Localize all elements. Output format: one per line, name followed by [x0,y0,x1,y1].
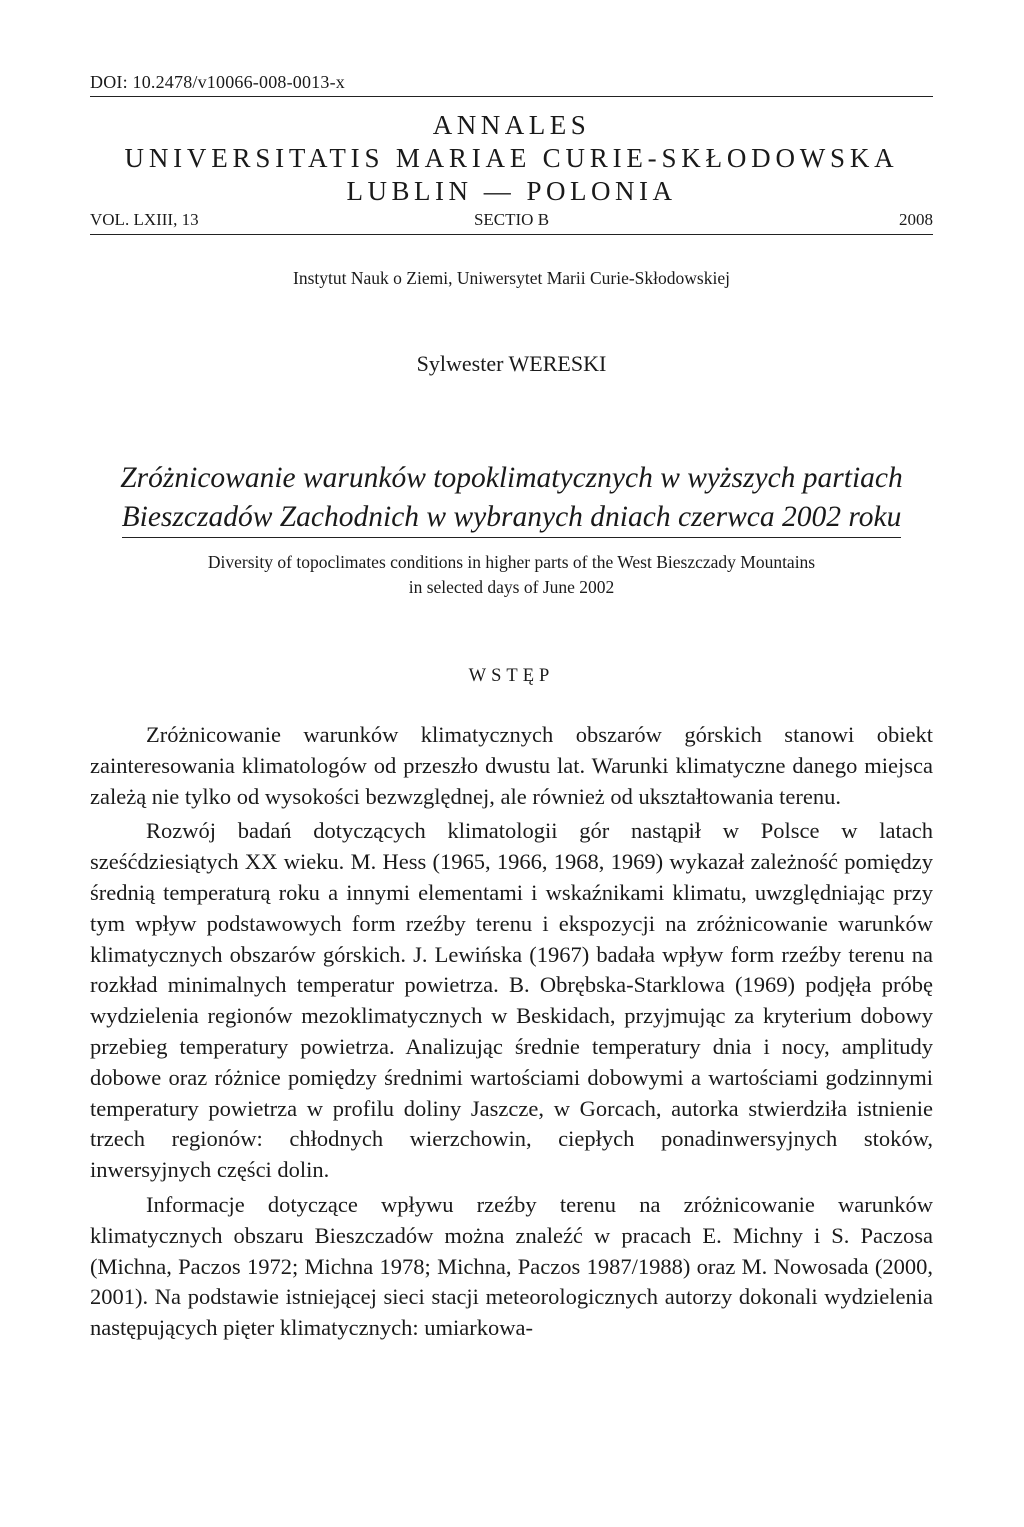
author-name: Sylwester WERESKI [416,351,607,376]
body-text [90,720,933,1344]
volume-label: VOL. LXIII, 13 [90,210,199,229]
paragraph: Informacje dotyczące wpływu rzeźby terenu na zróżnicowanie warunków klimatycznych obszaru Bieszczadów można znaleźć w pracach E. Michny i S. Paczosa (Michna, Paczos 1972; Michna 1978; Michna, Paczos 1987/1988) oraz M. Nowosada (2000, 2001). Na podstawie istniejącej sieci stacji meteorologicznych autorzy dokonali wydzielenia następujących pięter klimatycznych: umiarkowa- [90,1191,933,1341]
journal-name-line2: UNIVERSITATIS MARIAE CURIE-SKŁODOWSKA [124,143,899,173]
paragraph: Rozwój badań dotyczących klimatologii gór nastąpił w Polsce w latach sześćdziesiątych XX wieku. M. Hess (1965, 1966, 1968, 1969) wykazał zależność pomiędzy średnią temperaturą roku a innymi elementami i wskaźnikami klimatu, uwzględniając przy tym wpływ podstawowych form rzeźby terenu i ekspozycji na zróżnicowanie warunków klimatycznych obszarów górskich. J. Lewińska (1967) badała wpływ form rzeźby terenu na rozkład minimalnych temperatur powietrza. B. Obrębska-Starklowa (1969) podjęła próbę wydzielenia regionów mezoklimatycznych w Beskidach, przyjmując za kryterium dobowy przebieg temperatury powietrza. Analizując średnie temperatury dnia i nocy, amplitudy dobowe oraz różnice pomiędzy średnimi wartościami dobowymi a wartościami godzinnymi temperatury powietrza w profilu doliny Jaszcze, w Gorcach, autorka stwierdziła istnienie trzech regionów: chłodnych wierzchowin, ciepłych ponadinwersyjnych stoków, inwersyjnych części dolin. [90,818,933,1183]
journal-masthead [90,109,933,208]
volume-row [90,210,933,235]
title-pl-line2: Bieszczadów Zachodnich w wybranych dniach czerwca 2002 roku [122,498,902,538]
article-title-polish [90,459,933,538]
section-heading: WSTĘP [468,666,555,686]
year-label: 2008 [899,210,933,229]
title-en-line1: Diversity of topoclimates conditions in higher parts of the West Bieszczady Mountains [207,552,816,572]
title-pl-line1: Zróżnicowanie warunków topoklimatycznych w wyższych partiach [120,462,903,494]
article-title-english [90,550,933,600]
journal-name-line3: LUBLIN — POLONIA [346,176,677,206]
journal-page [90,72,933,1344]
paragraph: Zróżnicowanie warunków klimatycznych obszarów górskich stanowi obiekt zainteresowania klimatologów od przeszło dwustu lat. Warunki klimatyczne danego miejsca zależą nie tylko od wysokości bezwzględnej, ale również od ukształtowania terenu. [90,722,933,809]
journal-name-line1: ANNALES [432,110,591,140]
institute-affiliation: Instytut Nauk o Ziemi, Uniwersytet Marii Curie-Skłodowskiej [293,268,730,288]
title-en-line2: in selected days of June 2002 [408,577,615,597]
doi-line: DOI: 10.2478/v10066-008-0013-x [90,72,933,97]
section-label: SECTIO B [473,210,550,229]
